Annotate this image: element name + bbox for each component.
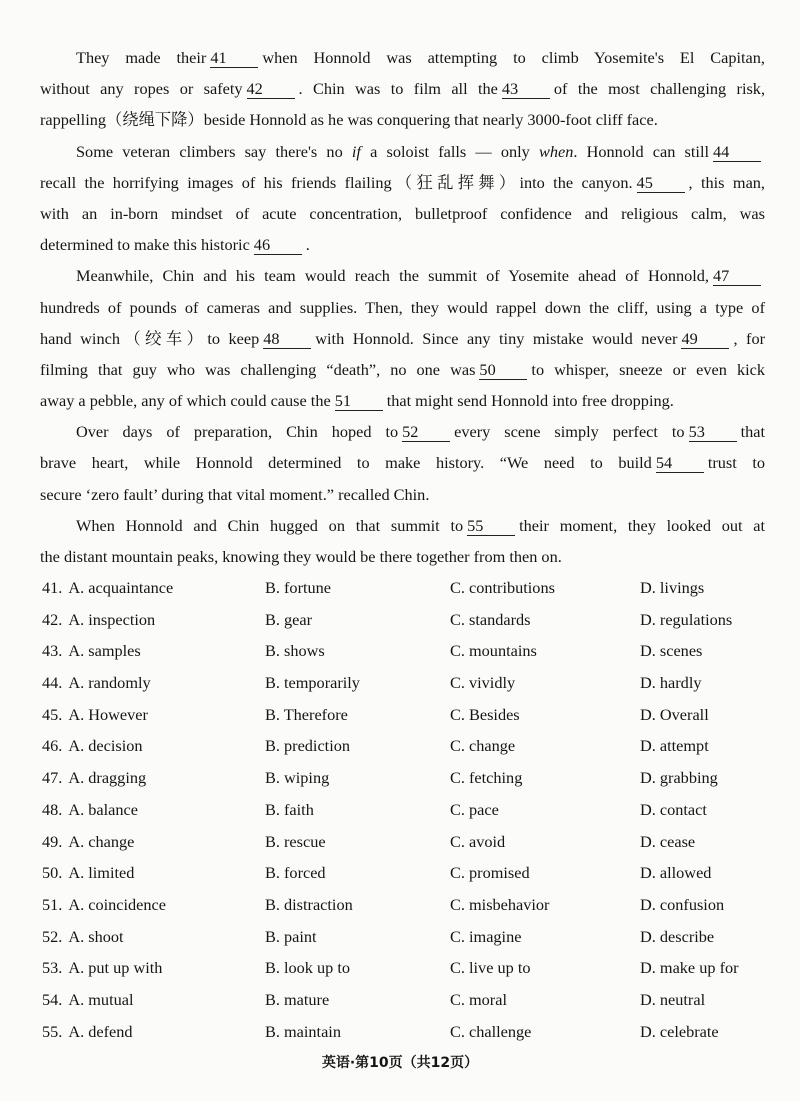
- passage-text: every scene simply perfect to: [454, 422, 685, 442]
- option-d: D. describe: [640, 926, 715, 946]
- option-c: C. pace: [450, 799, 499, 819]
- question-number-and-option-a: [42, 984, 133, 1016]
- option-d: D. confusion: [640, 894, 725, 914]
- option-d: D. neutral: [640, 989, 706, 1009]
- question-row: [42, 857, 782, 889]
- option-c: C. avoid: [450, 831, 506, 851]
- option-d: D. attempt: [640, 736, 709, 756]
- option-d: D. contact: [640, 799, 707, 819]
- blank-44: 44: [713, 143, 761, 162]
- question-row: [42, 667, 782, 699]
- passage-text: Some veteran climbers say there's no: [76, 141, 352, 161]
- cloze-passage: [40, 42, 765, 572]
- option-a: A. change: [68, 831, 135, 851]
- blank-54: 54: [656, 454, 704, 473]
- option-a: A. shoot: [68, 926, 124, 946]
- option-b: B. prediction: [265, 736, 351, 756]
- question-number-and-option-a: [42, 730, 143, 762]
- option-b: B. fortune: [265, 578, 332, 597]
- question-row: [42, 826, 782, 858]
- passage-text: hundreds of pounds of cameras and supplies. Then, they would rappel down the cliff, using a type of: [40, 297, 765, 317]
- passage-line: [40, 260, 765, 291]
- passage-line: [40, 323, 765, 354]
- blank-48: 48: [263, 330, 311, 349]
- option-c: C. standards: [450, 609, 531, 629]
- option-b: B. distraction: [265, 894, 353, 914]
- passage-text: that might send Honnold into free dropping.: [386, 391, 674, 411]
- question-row: [42, 952, 782, 984]
- question-number: 48.: [42, 799, 63, 819]
- question-number: 47.: [42, 768, 63, 788]
- question-number: 49.: [42, 831, 63, 851]
- question-number-and-option-a: [42, 952, 162, 984]
- option-b: B. temporarily: [265, 673, 360, 693]
- question-number-and-option-a: [42, 826, 134, 858]
- passage-text: of the most challenging risk,: [553, 79, 766, 99]
- question-number: 43.: [42, 641, 63, 661]
- question-number-and-option-a: [42, 857, 134, 889]
- option-c: C. vividly: [450, 673, 516, 693]
- blank-55: 55: [467, 517, 515, 536]
- passage-line: [40, 73, 765, 104]
- option-d: D. livings: [640, 578, 705, 597]
- option-a: A. put up with: [68, 958, 163, 978]
- option-c: C. mountains: [450, 641, 537, 661]
- passage-text: the distant mountain peaks, knowing they would be there together from then on.: [40, 547, 562, 566]
- option-b: B. Therefore: [265, 704, 348, 724]
- question-number-and-option-a: [42, 699, 148, 731]
- passage-line: [40, 385, 765, 416]
- emphasis-text: if: [351, 141, 361, 161]
- option-c: C. live up to: [450, 958, 531, 978]
- option-d: D. cease: [640, 831, 696, 851]
- passage-line: [40, 354, 765, 385]
- question-number-and-option-a: [42, 635, 141, 667]
- option-d: D. make up for: [640, 958, 739, 978]
- passage-text: when Honnold was attempting to climb Yosemite's El Capitan,: [262, 48, 765, 67]
- blank-53: 53: [689, 423, 737, 442]
- option-b: B. wiping: [265, 768, 330, 788]
- passage-line: [40, 42, 765, 73]
- option-b: B. paint: [265, 926, 317, 946]
- passage-text: a soloist falls — only: [360, 141, 540, 161]
- option-d: D. allowed: [640, 863, 712, 883]
- question-row: [42, 572, 782, 604]
- passage-text: to whisper, sneeze or even kick: [531, 359, 766, 379]
- option-a: A. inspection: [68, 609, 156, 629]
- question-number: 51.: [42, 894, 63, 914]
- question-number: 45.: [42, 704, 63, 724]
- passage-text: hand winch（绞车）to keep: [40, 328, 260, 348]
- passage-line: [40, 292, 765, 323]
- question-row: [42, 984, 782, 1016]
- answer-options: [42, 572, 782, 1047]
- option-b: B. mature: [265, 989, 330, 1009]
- question-number: 46.: [42, 736, 63, 756]
- blank-50: 50: [479, 361, 527, 380]
- option-b: B. faith: [265, 799, 314, 819]
- question-number-and-option-a: [42, 604, 155, 636]
- question-number-and-option-a: [42, 667, 151, 699]
- passage-line: [40, 104, 765, 135]
- passage-line: [40, 229, 765, 260]
- question-row: [42, 889, 782, 921]
- blank-52: 52: [402, 423, 450, 442]
- question-number: 50.: [42, 863, 63, 883]
- passage-line: [40, 416, 765, 447]
- option-d: D. hardly: [640, 673, 702, 693]
- question-row: [42, 635, 782, 667]
- question-number-and-option-a: [42, 762, 146, 794]
- option-c: C. promised: [450, 863, 530, 883]
- passage-line: [40, 447, 765, 478]
- option-b: B. forced: [265, 863, 326, 883]
- blank-45: 45: [637, 174, 685, 193]
- option-d: D. celebrate: [640, 1021, 719, 1041]
- passage-text: without any ropes or safety: [40, 79, 243, 99]
- passage-line: [40, 479, 765, 510]
- question-number: 52.: [42, 926, 63, 946]
- passage-text: with Honnold. Since any tiny mistake would never: [315, 328, 678, 348]
- passage-text: filming that guy who was challenging “death”, no one was: [40, 359, 476, 379]
- passage-text: . Honnold can still: [573, 141, 709, 161]
- question-row: [42, 794, 782, 826]
- blank-41: 41: [210, 49, 258, 68]
- question-number: 55.: [42, 1021, 63, 1041]
- blank-42: 42: [247, 80, 295, 99]
- blank-43: 43: [502, 80, 550, 99]
- option-a: A. defend: [68, 1021, 133, 1041]
- passage-text: recall the horrifying images of his friends flailing（狂乱挥舞）into the canyon.: [40, 172, 633, 192]
- question-number-and-option-a: [42, 572, 173, 604]
- question-number: 44.: [42, 673, 63, 693]
- passage-text: . Chin was to film all the: [298, 79, 498, 99]
- option-c: C. contributions: [450, 578, 555, 597]
- passage-line: [40, 510, 765, 541]
- passage-text: Over days of preparation, Chin hoped to: [76, 422, 399, 442]
- option-b: B. gear: [265, 609, 313, 629]
- option-b: B. rescue: [265, 831, 326, 851]
- question-row: [42, 730, 782, 762]
- passage-text: that: [740, 422, 765, 442]
- passage-text: their moment, they looked out at: [519, 515, 766, 535]
- passage-text: away a pebble, any of which could cause the: [40, 391, 331, 411]
- passage-text: secure ‘zero fault’ during that vital moment.” recalled Chin.: [40, 484, 430, 504]
- option-a: A. coincidence: [68, 894, 166, 914]
- blank-49: 49: [681, 330, 729, 349]
- page-footer: 英语·第10页（共12页）: [321, 1055, 479, 1071]
- passage-text: trust to: [707, 453, 765, 473]
- option-d: D. scenes: [640, 641, 703, 661]
- passage-text: Meanwhile, Chin and his team would reach the summit of Yosemite ahead of Honnold,: [76, 266, 709, 286]
- question-number-and-option-a: [42, 921, 124, 953]
- option-d: D. Overall: [640, 704, 709, 724]
- passage-text: determined to make this historic: [40, 235, 250, 255]
- blank-47: 47: [713, 267, 761, 286]
- passage-text: .: [305, 235, 310, 255]
- question-row: [42, 604, 782, 636]
- option-a: A. samples: [68, 641, 141, 661]
- passage-text: They made their: [76, 48, 207, 67]
- option-c: C. challenge: [450, 1021, 532, 1041]
- option-c: C. imagine: [450, 926, 522, 946]
- option-a: A. balance: [68, 799, 138, 819]
- question-row: [42, 762, 782, 794]
- question-row: [42, 699, 782, 731]
- option-c: C. Besides: [450, 704, 520, 724]
- option-b: B. shows: [265, 641, 325, 661]
- question-number-and-option-a: [42, 889, 166, 921]
- blank-51: 51: [335, 392, 383, 411]
- passage-line: [40, 541, 765, 572]
- option-b: B. look up to: [265, 958, 351, 978]
- option-a: A. However: [68, 704, 148, 724]
- option-a: A. decision: [68, 736, 143, 756]
- passage-text: brave heart, while Honnold determined to make history. “We need to build: [40, 453, 652, 473]
- question-number-and-option-a: [42, 1016, 133, 1048]
- emphasis-text: when: [539, 141, 574, 161]
- passage-text: When Honnold and Chin hugged on that summit to: [76, 515, 464, 535]
- question-row: [42, 1016, 782, 1048]
- blank-46: 46: [254, 236, 302, 255]
- option-b: B. maintain: [265, 1021, 341, 1041]
- option-d: D. regulations: [640, 609, 733, 629]
- option-c: C. misbehavior: [450, 894, 550, 914]
- option-a: A. randomly: [68, 673, 151, 693]
- passage-text: rappelling（绕绳下降）beside Honnold as he was conquering that nearly 3000-foot cliff face.: [40, 110, 658, 130]
- passage-text: , for: [733, 328, 766, 348]
- passage-text: , this man,: [688, 172, 766, 192]
- option-a: A. mutual: [68, 989, 134, 1009]
- question-number: 42.: [42, 609, 63, 629]
- option-c: C. change: [450, 736, 516, 756]
- question-number: 41.: [42, 578, 63, 597]
- option-c: C. moral: [450, 989, 507, 1009]
- option-a: A. dragging: [68, 768, 147, 788]
- question-number: 54.: [42, 989, 63, 1009]
- option-c: C. fetching: [450, 768, 523, 788]
- option-a: A. acquaintance: [68, 578, 174, 597]
- option-d: D. grabbing: [640, 768, 718, 788]
- question-number: 53.: [42, 958, 63, 978]
- passage-line: [40, 136, 765, 167]
- passage-text: with an in-born mindset of acute concentration, bulletproof confidence and religious calm, was: [40, 203, 765, 223]
- passage-line: [40, 167, 765, 198]
- passage-line: [40, 198, 765, 229]
- question-row: [42, 921, 782, 953]
- option-a: A. limited: [68, 863, 135, 883]
- question-number-and-option-a: [42, 794, 138, 826]
